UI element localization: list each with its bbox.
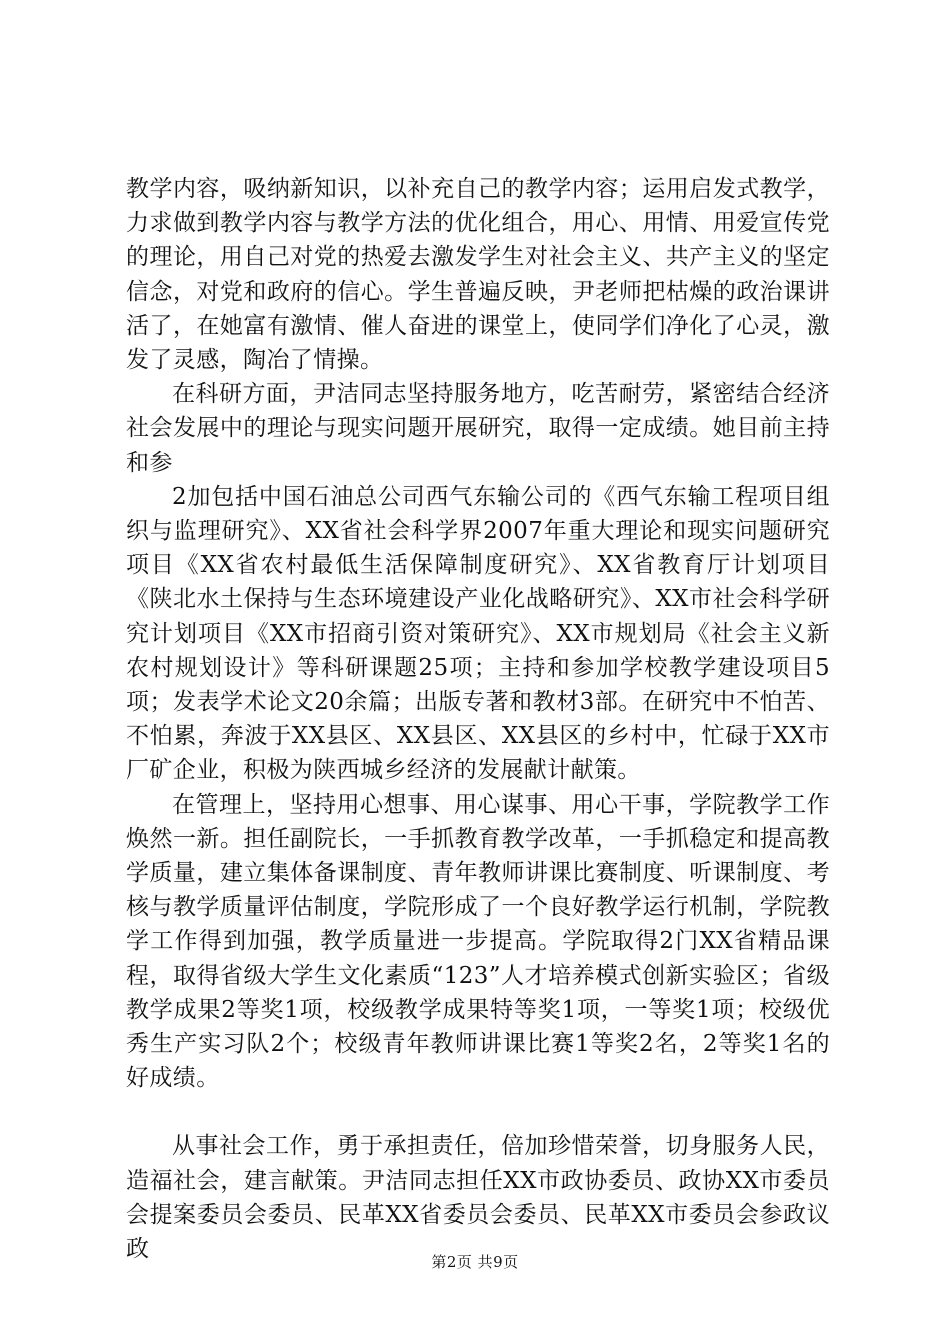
document-body (126, 172, 830, 1266)
page-number-footer: 第2页 共9页 (431, 1253, 519, 1271)
paragraph-teaching: 教学内容，吸纳新知识，以补充自己的教学内容；运用启发式教学，力求做到教学内容与教学方法的优化组合，用心、用情、用爱宣传党的理论，用自己对党的热爱去激发学生对社会主义、共产主义的坚定信念，对党和政府的信心。学生普遍反映，尹老师把枯燥的政治课讲活了，在她富有激情、催人奋进的课堂上，使同学们净化了心灵，激发了灵感，陶冶了情操。 (126, 176, 830, 374)
paragraph-research-projects: 2加包括中国石油总公司西气东输公司的《西气东输工程项目组织与监理研究》、XX省社会科学界2007年重大理论和现实问题研究项目《XX省农村最低生活保障制度研究》、XX省教育厅计划项目《陕北水土保持与生态环境建设产业化战略研究》、XX市社会科学研究计划项目《XX市招商引资对策研究》、XX市规划局《社会主义新农村规划设计》等科研课题25项；主持和参加学校教学建设项目5项；发表学术论文20余篇；出版专著和教材3部。在研究中不怕苦、不怕累，奔波于XX县区、XX县区、XX县区的乡村中，忙碌于XX市厂矿企业，积极为陕西城乡经济的发展献计献策。 (126, 483, 830, 784)
paragraph-research-intro: 在科研方面，尹洁同志坚持服务地方，吃苦耐劳，紧密结合经济社会发展中的理论与现实问题开展研究，取得一定成绩。她目前主持和参 (126, 381, 830, 476)
paragraph-social-work: 从事社会工作，勇于承担责任，倍加珍惜荣誉，切身服务人民，造福社会，建言献策。尹洁同志担任XX市政协委员、政协XX市委员会提案委员会委员、民革XX省委员会委员、民革XX市委员会参政议政 (126, 1133, 830, 1263)
paragraph-management: 在管理上，坚持用心想事、用心谋事、用心干事，学院教学工作焕然一新。担任副院长，一手抓教育教学改革，一手抓稳定和提高教学质量，建立集体备课制度、青年教师讲课比赛制度、听课制度、考核与教学质量评估制度，学院形成了一个良好教学运行机制，学院教学工作得到加强，教学质量进一步提高。学院取得2门XX省精品课程，取得省级大学生文化素质“123”人才培养模式创新实验区；省级教学成果2等奖1项，校级教学成果特等奖1项，一等奖1项；校级优秀生产实习队2个；校级青年教师讲课比赛1等奖2名，2等奖1名的好成绩。 (126, 791, 830, 1092)
